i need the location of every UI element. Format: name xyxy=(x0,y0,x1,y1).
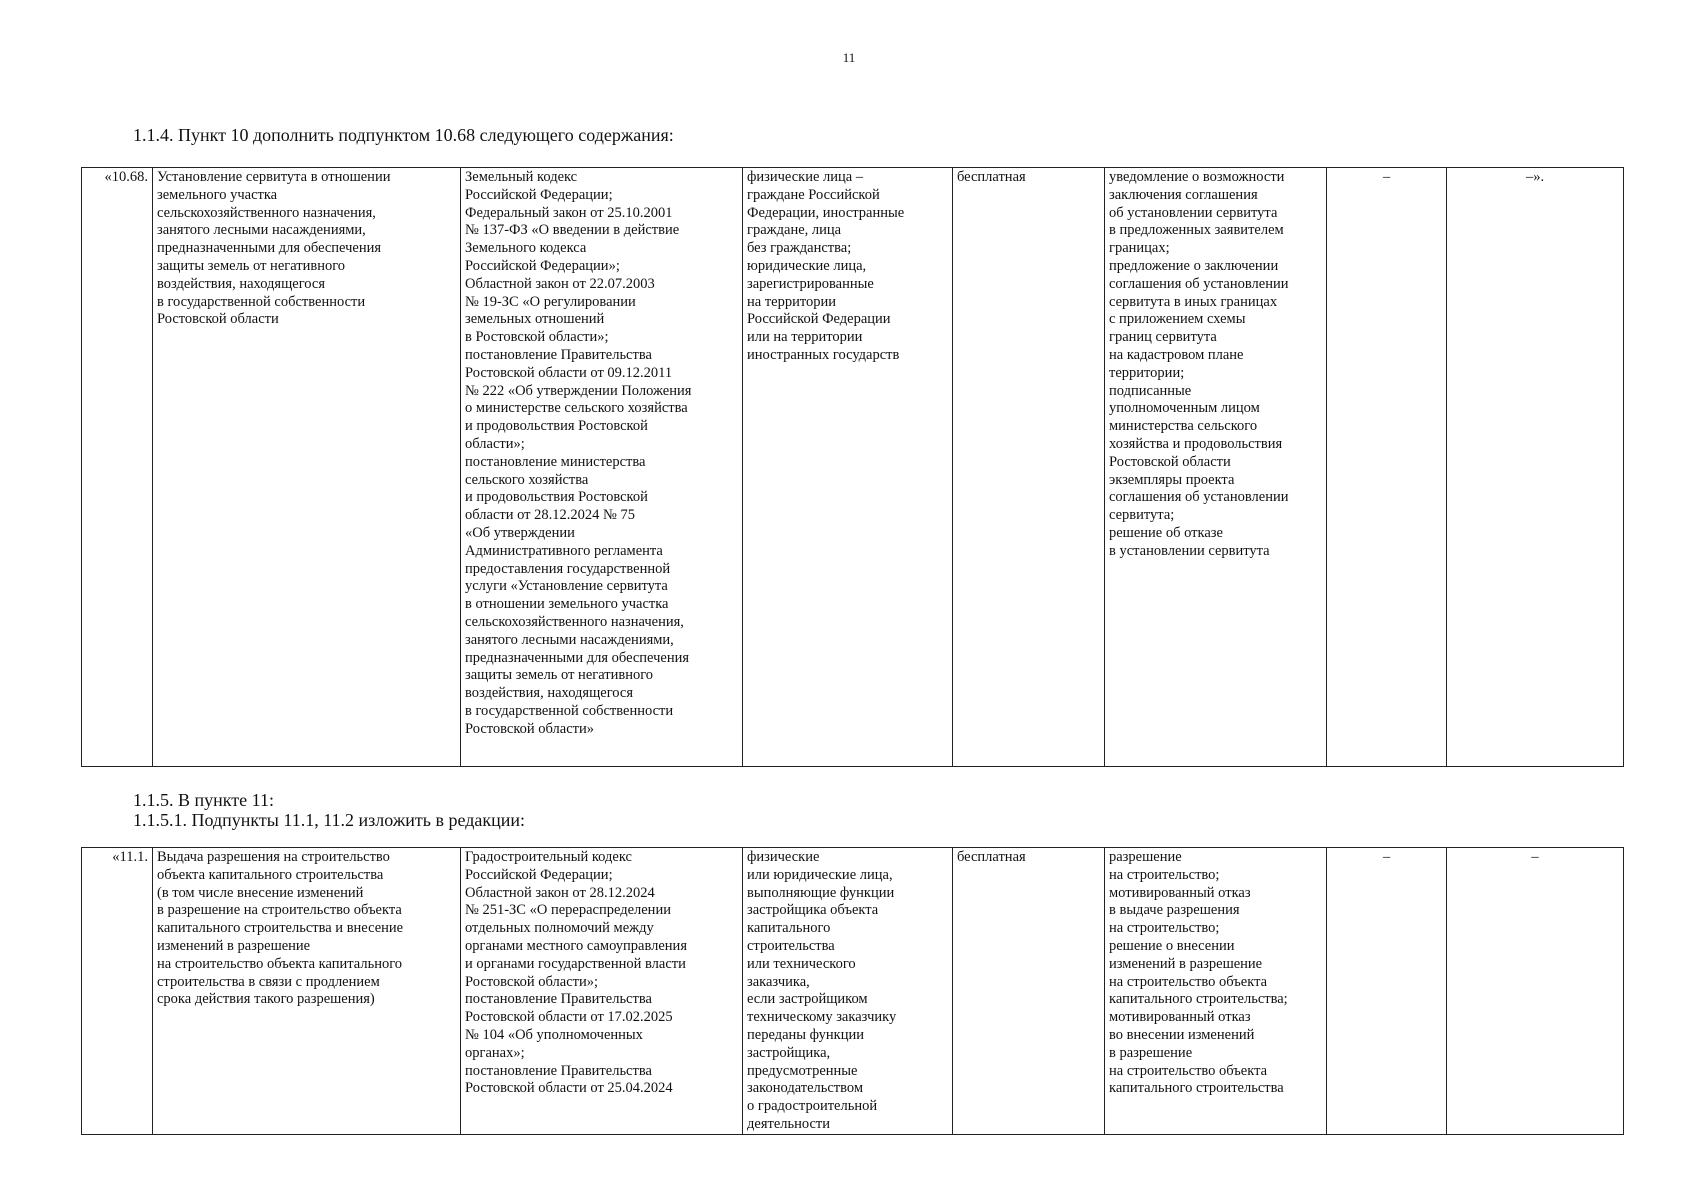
cell-applicants: физические или юридические лица, выполняющие функции застройщика объекта капитального строительства или технического заказчика, если застройщиком техническому заказчику переданы функции застройщика, предусмотренные законодательством о градостроительной деятельности xyxy=(743,848,953,1135)
table-row xyxy=(82,848,1624,1135)
cell-payment: бесплатная xyxy=(953,848,1105,1135)
table-subpoint-10-68 xyxy=(81,167,1624,767)
page-number: 11 xyxy=(842,50,856,65)
table-subpoint-11-1 xyxy=(81,847,1624,1135)
cell-number: «11.1. xyxy=(82,848,153,1135)
cell-col8: – xyxy=(1447,848,1624,1135)
cell-legal-basis: Градостроительный кодекс Российской Федерации; Областной закон от 28.12.2024 № 251-ЗС «О перераспределении отдельных полномочий между органами местного самоуправления и органами государственной власти Ростовской области»; постановление Правительства Ростовской области от 17.02.2025 № 104 «Об уполномоченных органах»; постановление Правительства Ростовской области от 25.04.2024 xyxy=(461,848,743,1135)
cell-col7: – xyxy=(1327,168,1447,767)
section-heading-1-1-5-1: 1.1.5.1. Подпункты 11.1, 11.2 изложить в редакции: xyxy=(133,810,526,830)
table-row xyxy=(82,168,1624,767)
cell-payment: бесплатная xyxy=(953,168,1105,767)
cell-number: «10.68. xyxy=(82,168,153,767)
cell-applicants: физические лица – граждане Российской Федерации, иностранные граждане, лица без гражданства; юридические лица, зарегистрированные на территории Российской Федерации или на территории иностранных государств xyxy=(743,168,953,767)
cell-result: уведомление о возможности заключения соглашения об установлении сервитута в предложенных заявителем границах; предложение о заключении соглашения об установлении сервитута в иных границах с приложением схемы границ сервитута на кадастровом плане территории; подписанные уполномоченным лицом министерства сельского хозяйства и продовольствия Ростовской области экземпляры проекта соглашения об установлении сервитута; решение об отказе в установлении сервитута xyxy=(1105,168,1327,767)
cell-legal-basis: Земельный кодекс Российской Федерации; Федеральный закон от 25.10.2001 № 137-ФЗ «О введении в действие Земельного кодекса Российской Федерации»; Областной закон от 22.07.2003 № 19-ЗС «О регулировании земельных отношений в Ростовской области»; постановление Правительства Ростовской области от 09.12.2011 № 222 «Об утверждении Положения о министерстве сельского хозяйства и продовольствия Ростовской области»; постановление министерства сельского хозяйства и продовольствия Ростовской области от 28.12.2024 № 75 «Об утверждении Административного регламента предоставления государственной услуги «Установление сервитута в отношении земельного участка сельскохозяйственного назначения, занятого лесными насаждениями, предназначенными для обеспечения защиты земель от негативного воздействия, находящегося в государственной собственности Ростовской области» xyxy=(461,168,743,767)
cell-result: разрешение на строительство; мотивированный отказ в выдаче разрешения на строительство; решение о внесении изменений в разрешение на строительство объекта капитального строительства; мотивированный отказ во внесении изменений в разрешение на строительство объекта капитального строительства xyxy=(1105,848,1327,1135)
cell-service-name: Выдача разрешения на строительство объекта капитального строительства (в том числе внесение изменений в разрешение на строительство объекта капитального строительства и внесение изменений в разрешение на строительство объекта капитального строительства в связи с продлением срока действия такого разрешения) xyxy=(153,848,461,1135)
cell-col7: – xyxy=(1327,848,1447,1135)
section-heading-1-1-4: 1.1.4. Пункт 10 дополнить подпунктом 10.68 следующего содержания: xyxy=(133,125,674,145)
cell-service-name: Установление сервитута в отношении земельного участка сельскохозяйственного назначения, занятого лесными насаждениями, предназначенными для обеспечения защиты земель от негативного воздействия, находящегося в государственной собственности Ростовской области xyxy=(153,168,461,767)
section-heading-1-1-5: 1.1.5. В пункте 11: xyxy=(133,790,274,810)
cell-col8: –». xyxy=(1447,168,1624,767)
